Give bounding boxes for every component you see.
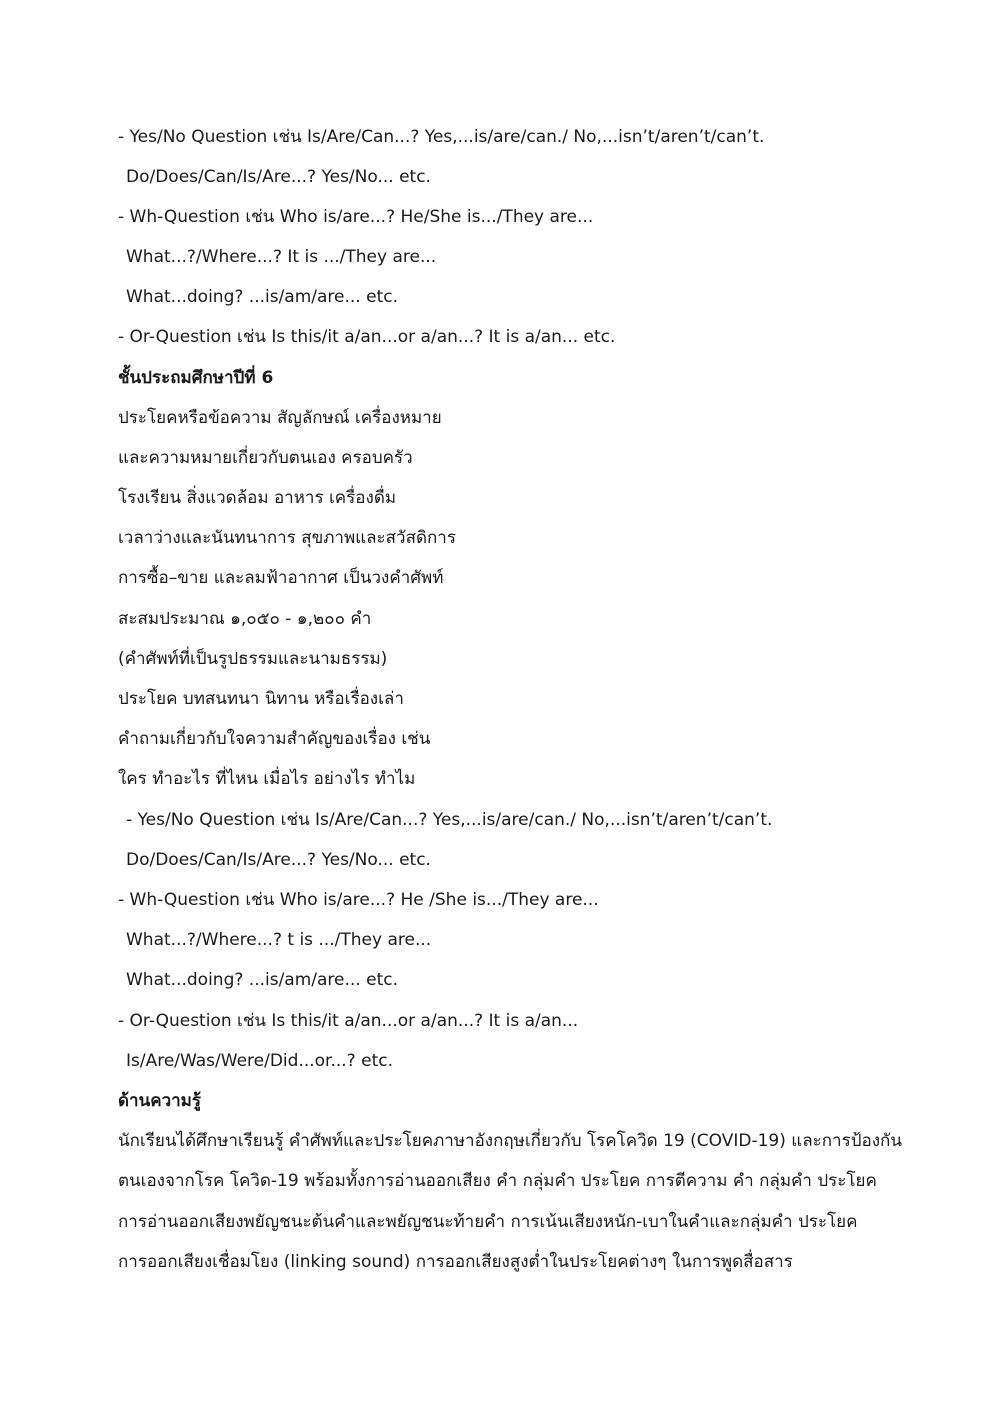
text-line: ประโยค บทสนทนา นิทาน หรือเรื่องเล่า xyxy=(118,689,404,709)
text-line: - Yes/No Question เช่น Is/Are/Can...? Yes,...is/are/can./ No,...isn’t/aren’t/can’t. xyxy=(126,810,773,830)
text-line: What...?/Where...? It is .../They are... xyxy=(126,247,437,267)
text-line: สะสมประมาณ ๑,๐๕๐ - ๑,๒๐๐ คำ xyxy=(118,609,372,629)
text-line: Do/Does/Can/Is/Are...? Yes/No... etc. xyxy=(126,167,431,187)
text-line: เวลาว่างและนันทนาการ สุขภาพและสวัสดิการ xyxy=(118,528,456,548)
section-heading: ชั้นประถมศึกษาปีที่ 6 xyxy=(118,368,274,388)
text-line: (คำศัพท์ที่เป็นรูปธรรมและนามธรรม) xyxy=(118,649,388,669)
text-line: การออกเสียงเชื่อมโยง (linking sound) การออกเสียงสูงต่ำในประโยคต่างๆ ในการพูดสื่อสาร xyxy=(118,1252,793,1272)
text-line: ตนเองจากโรค โควิด-19 พร้อมทั้งการอ่านออกเสียง คำ กลุ่มคำ ประโยค การตีความ คำ กลุ่มคำ ประโยค xyxy=(118,1171,877,1191)
text-line: ประโยคหรือข้อความ สัญลักษณ์ เครื่องหมาย xyxy=(118,408,442,428)
text-line: - Or-Question เช่น Is this/it a/an...or a/an...? It is a/an... etc. xyxy=(118,327,616,347)
text-line: - Wh-Question เช่น Who is/are...? He /She is.../They are... xyxy=(118,890,599,910)
text-line: นักเรียนได้ศึกษาเรียนรู้ คำศัพท์และประโยคภาษาอังกฤษเกี่ยวกับ โรคโควิด 19 (COVID-19) และการป้องกัน xyxy=(118,1131,902,1151)
text-line: และความหมายเกี่ยวกับตนเอง ครอบครัว xyxy=(118,448,413,468)
text-line: การอ่านออกเสียงพยัญชนะต้นคำและพยัญชนะท้ายคำ การเน้นเสียงหนัก-เบาในคำและกลุ่มคำ ประโยค xyxy=(118,1212,858,1232)
text-line: ใคร ทำอะไร ที่ไหน เมื่อไร อย่างไร ทำไม xyxy=(118,769,416,789)
section-heading: ด้านความรู้ xyxy=(118,1091,202,1111)
text-line: - Yes/No Question เช่น Is/Are/Can...? Yes,...is/are/can./ No,...isn’t/aren’t/can’t. xyxy=(118,127,765,147)
text-line: What...doing? ...is/am/are... etc. xyxy=(126,970,398,990)
text-line: - Or-Question เช่น Is this/it a/an...or a/an...? It is a/an... xyxy=(118,1011,579,1031)
text-line: คำถามเกี่ยวกับใจความสำคัญของเรื่อง เช่น xyxy=(118,729,431,749)
text-line: What...?/Where...? t is .../They are... xyxy=(126,930,432,950)
text-line: What...doing? ...is/am/are... etc. xyxy=(126,287,398,307)
text-line: โรงเรียน สิ่งแวดล้อม อาหาร เครื่องดื่ม xyxy=(118,488,397,508)
text-line: Is/Are/Was/Were/Did...or...? etc. xyxy=(126,1051,393,1071)
text-line: การซื้อ–ขาย และลมฟ้าอากาศ เป็นวงคำศัพท์ xyxy=(118,568,444,588)
text-line: Do/Does/Can/Is/Are...? Yes/No... etc. xyxy=(126,850,431,870)
text-line: - Wh-Question เช่น Who is/are...? He/She is.../They are... xyxy=(118,207,594,227)
